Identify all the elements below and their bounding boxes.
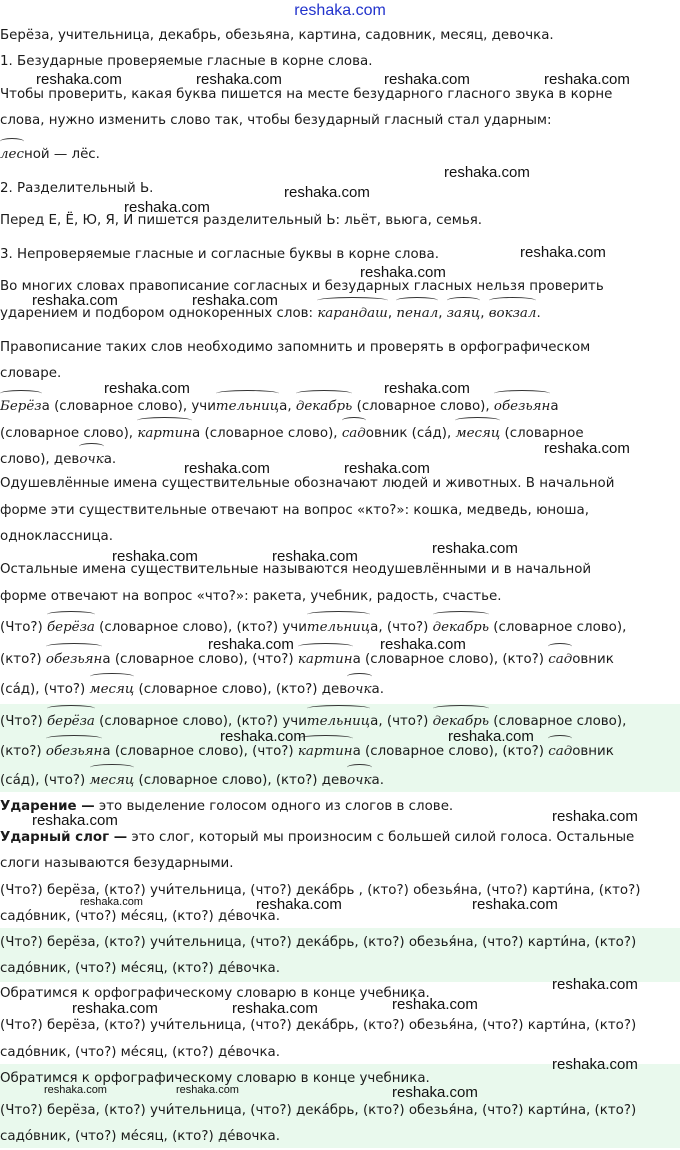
paragraph: Перед Е, Ё, Ю, Я, И пишется разделительный Ь: льёт, вьюга, семья. <box>0 213 483 228</box>
watermark: reshaka.com <box>176 1084 239 1096</box>
answer-line: садо́вник, (что?) ме́сяц, (кто?) де́вочка. <box>0 961 281 976</box>
paragraph: Одушевлённые имена существительные обозначают людей и животных. В начальной <box>0 476 615 491</box>
watermark: reshaka.com <box>104 380 190 397</box>
paragraph: ударением и подбором однокоренных слов: карандаш, пенал, заяц, вокзал. <box>0 300 670 327</box>
example-line: Берёза (словарное слово), учительница, декабрь (словарное слово), обезьяна <box>0 393 670 420</box>
watermark: reshaka.com <box>392 996 478 1013</box>
paragraph: Остальные имена существительные называются неодушевлёнными и в начальной <box>0 562 592 577</box>
answer-line: (Что?) берёза, (кто?) учи́тельница, (что?) дека́брь , (кто?) обезья́на, (что?) карти́на, (кто?) <box>0 883 641 898</box>
watermark: reshaka.com <box>432 540 518 557</box>
watermark: reshaka.com <box>124 199 210 216</box>
watermark: reshaka.com <box>552 1056 638 1073</box>
watermark: reshaka.com <box>472 896 558 913</box>
answer-line: (Что?) берёза (словарное слово), (кто?) учительница, (что?) декабрь (словарное слово), <box>0 614 670 641</box>
answer-line: (са́д), (что?) месяц (словарное слово), (кто?) девочка. <box>0 767 670 794</box>
paragraph: форме эти существительные отвечают на вопрос «кто?»: кошка, медведь, юноша, <box>0 503 589 518</box>
root-mark: месяц <box>455 420 500 447</box>
definition: Ударение — это выделение голосом одного из слогов в слове. <box>0 799 454 814</box>
paragraph: Во многих словах правописание согласных и безударных гласных нельзя проверить <box>0 279 604 294</box>
answer-line: (Что?) берёза, (кто?) учи́тельница, (что?) дека́брь, (кто?) обезья́на, (что?) карти́на, (кто?) <box>0 935 637 950</box>
root-mark: сад <box>548 646 572 673</box>
root-mark: месяц <box>90 767 135 794</box>
watermark: reshaka.com <box>392 1084 478 1101</box>
watermark: reshaka.com <box>544 71 630 88</box>
example-line: лесной — лёс. <box>0 141 670 168</box>
watermark: reshaka.com <box>112 548 198 565</box>
watermark: reshaka.com <box>272 548 358 565</box>
root-mark: заяц <box>447 300 481 327</box>
root-mark: берёза <box>47 614 95 641</box>
root-mark: тельниц <box>307 708 370 735</box>
root-mark: лес <box>0 141 24 168</box>
rule-heading: 3. Непроверяемые гласные и согласные буквы в корне слова. <box>0 247 440 262</box>
answer-line: (Что?) берёза, (кто?) учи́тельница, (что?) дека́брь, (кто?) обезья́на, (что?) карти́на, (кто?) <box>0 1018 637 1033</box>
rule-heading: 2. Разделительный Ь. <box>0 181 154 196</box>
root-mark: пенал <box>396 300 438 327</box>
watermark: reshaka.com <box>80 896 143 908</box>
root-mark: декабрь <box>296 393 352 420</box>
root-mark: обезьян <box>46 738 102 765</box>
answer-line: (кто?) обезьяна (словарное слово), (что?) картина (словарное слово), (кто?) садовник <box>0 646 670 673</box>
answer-line: (са́д), (что?) месяц (словарное слово), (кто?) девочка. <box>0 676 670 703</box>
answer-line: (кто?) обезьяна (словарное слово), (что?) картина (словарное слово), (кто?) садовник <box>0 738 670 765</box>
root-mark: берёза <box>47 708 95 735</box>
paragraph: Чтобы проверить, какая буква пишется на месте безударного гласного звука в корне <box>0 87 613 102</box>
paragraph: Обратимся к орфографическому словарю в конце учебника. <box>0 986 430 1001</box>
root-mark: декабрь <box>433 708 489 735</box>
watermark: reshaka.com <box>72 1000 158 1017</box>
root-mark: месяц <box>90 676 135 703</box>
watermark: reshaka.com <box>360 264 446 281</box>
site-header[interactable]: reshaka.com <box>294 2 386 19</box>
watermark: reshaka.com <box>192 292 278 309</box>
watermark: reshaka.com <box>384 380 470 397</box>
paragraph: одноклассница. <box>0 529 114 544</box>
definition: Ударный слог — это слог, который мы произносим с большей силой голоса. Остальные <box>0 830 635 845</box>
paragraph: слова, нужно изменить слово так, чтобы безударный гласный стал ударным: <box>0 113 552 128</box>
watermark: reshaka.com <box>544 440 630 457</box>
root-mark: карандаш <box>317 300 388 327</box>
watermark: reshaka.com <box>384 71 470 88</box>
watermark: reshaka.com <box>380 636 466 653</box>
root-mark: картин <box>137 420 192 447</box>
watermark: reshaka.com <box>256 896 342 913</box>
root-mark: очк <box>79 446 103 473</box>
root-mark: картин <box>298 738 353 765</box>
root-mark: вокзал <box>489 300 537 327</box>
paragraph: Обратимся к орфографическому словарю в конце учебника. <box>0 1071 430 1086</box>
root-mark: декабрь <box>433 614 489 641</box>
watermark: reshaka.com <box>32 812 118 829</box>
paragraph: форме отвечают на вопрос «что?»: ракета, учебник, радость, счастье. <box>0 589 502 604</box>
root-mark: тельниц <box>216 393 279 420</box>
word-list: Берёза, учительница, декабрь, обезьяна, картина, садовник, месяц, девочка. <box>0 28 554 43</box>
answer-line: садо́вник, (что?) ме́сяц, (кто?) де́вочка. <box>0 1045 281 1060</box>
answer-line: садо́вник, (что?) ме́сяц, (кто?) де́вочка. <box>0 909 281 924</box>
root-mark: обезьян <box>46 646 102 673</box>
rule-heading: 1. Безударные проверяемые гласные в корне слова. <box>0 54 373 69</box>
root-mark: сад <box>342 420 366 447</box>
root-mark: очк <box>347 676 371 703</box>
watermark: reshaka.com <box>232 1000 318 1017</box>
root-mark: картин <box>298 646 353 673</box>
watermark: reshaka.com <box>184 460 270 477</box>
watermark: reshaka.com <box>444 164 530 181</box>
watermark: reshaka.com <box>448 728 534 745</box>
watermark: reshaka.com <box>284 184 370 201</box>
example-line: (словарное слово), картина (словарное слово), садовник (са́д), месяц (словарное <box>0 420 670 447</box>
paragraph: словаре. <box>0 366 62 381</box>
definition: слоги называются безударными. <box>0 856 234 871</box>
answer-line: (Что?) берёза, (кто?) учи́тельница, (что?) дека́брь, (кто?) обезья́на, (что?) карти́на, (кто?) <box>0 1103 637 1118</box>
answer-line: (Что?) берёза (словарное слово), (кто?) учительница, (что?) декабрь (словарное слово), <box>0 708 670 735</box>
watermark: reshaka.com <box>196 71 282 88</box>
watermark: reshaka.com <box>32 292 118 309</box>
root-mark: сад <box>548 738 572 765</box>
root-mark: очк <box>347 767 371 794</box>
root-mark: обезьян <box>494 393 550 420</box>
watermark: reshaka.com <box>44 1084 107 1096</box>
paragraph: Правописание таких слов необходимо запомнить и проверять в орфографическом <box>0 340 591 355</box>
watermark: reshaka.com <box>344 460 430 477</box>
watermark: reshaka.com <box>552 976 638 993</box>
watermark: reshaka.com <box>552 808 638 825</box>
root-mark: тельниц <box>307 614 370 641</box>
root-mark: Берёз <box>0 393 42 420</box>
watermark: reshaka.com <box>520 244 606 261</box>
answer-line: садо́вник, (что?) ме́сяц, (кто?) де́вочка. <box>0 1129 281 1144</box>
watermark: reshaka.com <box>208 636 294 653</box>
watermark: reshaka.com <box>36 71 122 88</box>
watermark: reshaka.com <box>220 728 306 745</box>
example-line: слово), девочка. <box>0 446 670 473</box>
